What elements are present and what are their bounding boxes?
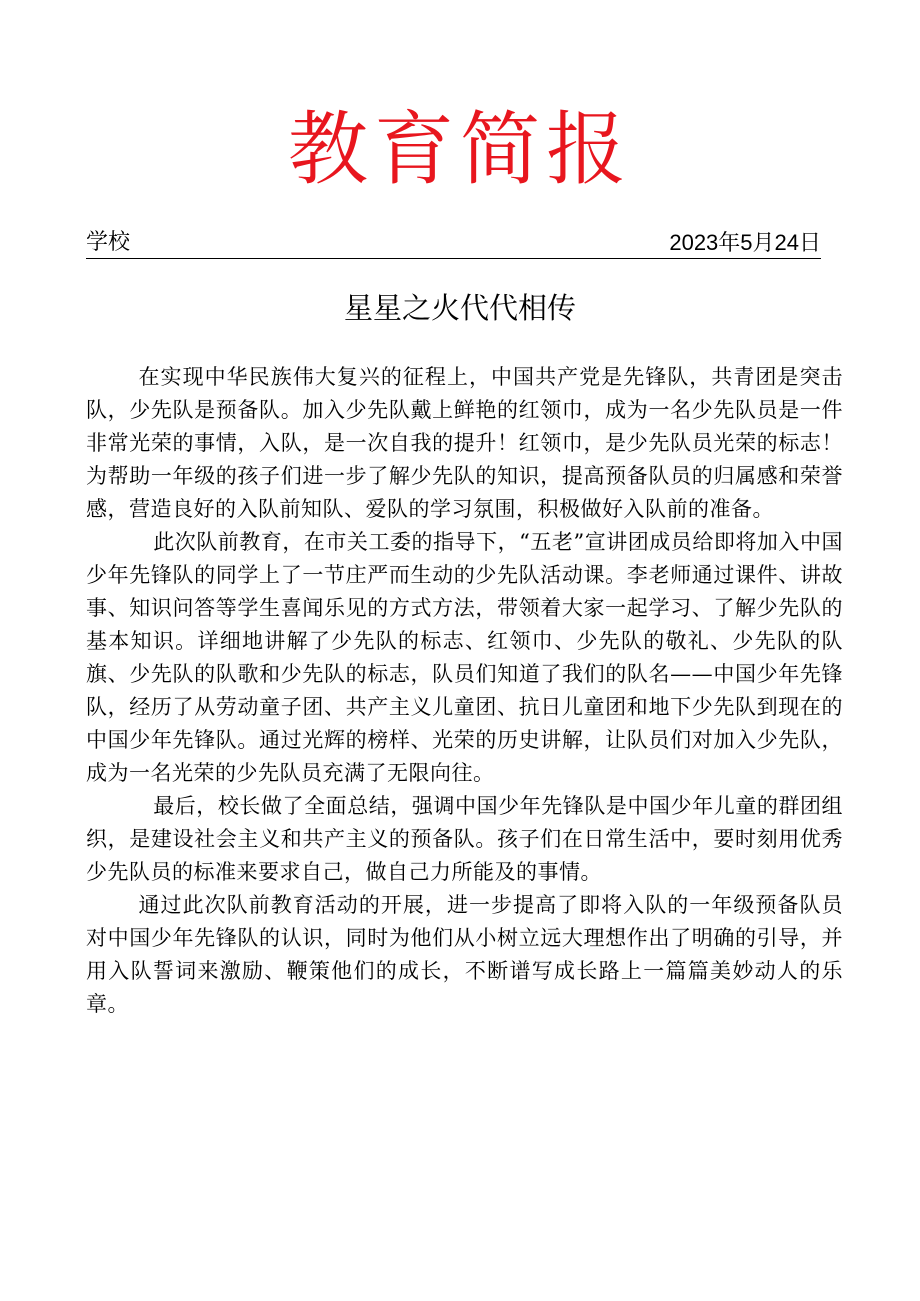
school-label: 学校	[86, 230, 131, 255]
article-title: 星星之火代代相传	[343, 291, 576, 325]
article-body	[86, 361, 843, 1021]
paragraph: 通过此次队前教育活动的开展，进一步提高了即将入队的一年级预备队员对中国少年先锋队的认识，同时为他们从小树立远大理想作出了明确的引导，并用入队誓词来激励、鞭策他们的成长，不断谱写成长路上一篇篇美妙动人的乐章。	[86, 893, 843, 1016]
info-row	[86, 228, 821, 259]
paragraph: 最后，校长做了全面总结，强调中国少年先锋队是中国少年儿童的群团组织，是建设社会主义和共产主义的预备队。孩子们在日常生活中，要时刻用优秀少先队员的标准来要求自己，做自己力所能及的事情。	[86, 794, 843, 884]
paragraph: 在实现中华民族伟大复兴的征程上，中国共产党是先锋队，共青团是突击队，少先队是预备队。加入少先队戴上鲜艳的红领巾，成为一名少先队员是一件非常光荣的事情，入队，是一次自我的提升！红领巾，是少先队员光荣的标志！为帮助一年级的孩子们进一步了解少先队的知识，提高预备队员的归属感和荣誉感，营造良好的入队前知队、爱队的学习氛围，积极做好入队前的准备。	[86, 365, 843, 521]
masthead-title: 教育简报	[288, 103, 632, 196]
paragraph: 此次队前教育，在市关工委的指导下，“五老”宣讲团成员给即将加入中国少年先锋队的同学上了一节庄严而生动的少先队活动课。李老师通过课件、讲故事、知识问答等学生喜闻乐见的方式方法，带领着大家一起学习、了解少先队的基本知识。详细地讲解了少先队的标志、红领巾、少先队的敬礼、少先队的队旗、少先队的队歌和少先队的标志，队员们知道了我们的队名——中国少年先锋队，经历了从劳动童子团、共产主义儿童团、抗日儿童团和地下少先队到现在的中国少年先锋队。通过光辉的榜样、光荣的历史讲解，让队员们对加入少先队，成为一名光荣的少先队员充满了无限向往。	[86, 530, 843, 785]
issue-date: 2023年5月24日	[669, 230, 821, 255]
